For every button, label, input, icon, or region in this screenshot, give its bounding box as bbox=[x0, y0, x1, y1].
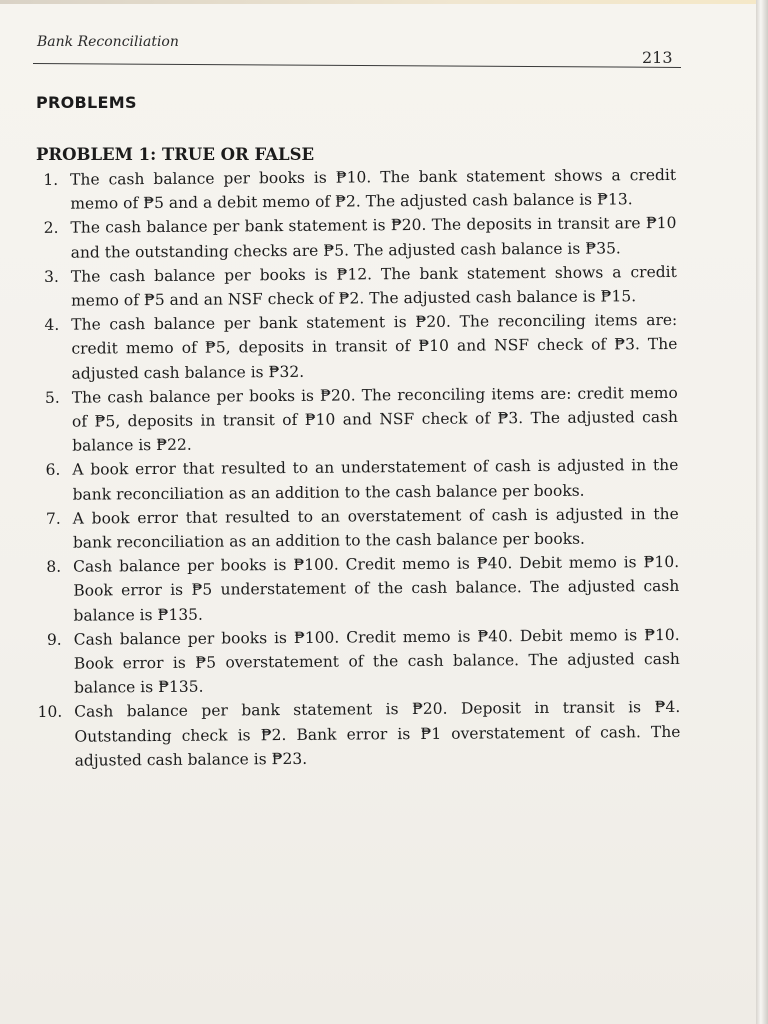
item-number: 8. bbox=[46, 558, 62, 577]
item-number: 7. bbox=[45, 509, 61, 528]
problem-item bbox=[31, 260, 677, 313]
problem-item bbox=[31, 308, 678, 386]
problem-title: PROBLEM 1: TRUE OR FALSE bbox=[36, 145, 315, 164]
item-text: The cash balance per bank statement is ₱20. The reconciling items are: credit memo of ₱5, deposits in transit of ₱10 and NSF check of ₱3. The adjusted cash balance is ₱32. bbox=[71, 311, 678, 383]
item-number: 10. bbox=[37, 703, 63, 722]
item-text: Cash balance per books is ₱100. Credit memo is ₱40. Debit memo is ₱10. Book error is ₱5 understatement of the cash balance. The adjusted cash balance is ₱135. bbox=[73, 553, 680, 625]
header-rule bbox=[33, 63, 681, 68]
problem-list bbox=[30, 163, 681, 773]
problem-item bbox=[33, 502, 679, 555]
item-text: Cash balance per bank statement is ₱20. Deposit in transit is ₱4. Outstanding check is ₱2. Bank error is ₱1 overstatement of cash. The adjusted cash balance is ₱23. bbox=[74, 698, 681, 770]
item-text: The cash balance per books is ₱10. The bank statement shows a credit memo of ₱5 and a debit memo of ₱2. The adjusted cash balance is ₱13. bbox=[70, 165, 677, 213]
item-number: 2. bbox=[43, 219, 59, 238]
problem-item bbox=[34, 695, 681, 773]
item-number: 1. bbox=[43, 170, 59, 189]
item-text: A book error that resulted to an overstatement of cash is adjusted in the bank reconciliation as an addition to the cash balance per books. bbox=[72, 504, 679, 552]
problem-item bbox=[30, 163, 676, 216]
problem-item bbox=[34, 623, 681, 701]
problem-item bbox=[33, 550, 680, 628]
problem-item bbox=[30, 211, 676, 264]
problem-item bbox=[32, 453, 678, 506]
page-top-edge bbox=[0, 0, 768, 4]
item-text: A book error that resulted to an understatement of cash is adjusted in the bank reconciliation as an addition to the cash balance per books. bbox=[72, 456, 679, 504]
item-text: The cash balance per books is ₱12. The bank statement shows a credit memo of ₱5 and an NSF check of ₱2. The adjusted cash balance is ₱15. bbox=[70, 262, 677, 310]
item-number: 6. bbox=[45, 461, 61, 480]
item-number: 5. bbox=[44, 388, 60, 407]
item-number: 4. bbox=[44, 315, 60, 335]
item-text: The cash balance per bank statement is ₱20. The deposits in transit are ₱10 and the outstanding checks are ₱5. The adjusted cash balance is ₱35. bbox=[70, 214, 677, 262]
item-text: Cash balance per books is ₱100. Credit memo is ₱40. Debit memo is ₱10. Book error is ₱5 overstatement of the cash balance. The adjusted cash balance is ₱135. bbox=[73, 625, 680, 697]
section-title: PROBLEMS bbox=[36, 93, 137, 112]
item-number: 9. bbox=[46, 630, 62, 649]
book-page-edge bbox=[756, 0, 768, 1024]
page-number: 213 bbox=[642, 48, 673, 67]
item-text: The cash balance per books is ₱20. The reconciling items are: credit memo of ₱5, deposits in transit of ₱10 and NSF check of ₱3. The adjusted cash balance is ₱22. bbox=[71, 383, 679, 455]
item-number: 3. bbox=[43, 267, 59, 286]
problem-item bbox=[32, 381, 679, 459]
running-head: Bank Reconciliation bbox=[37, 34, 179, 50]
